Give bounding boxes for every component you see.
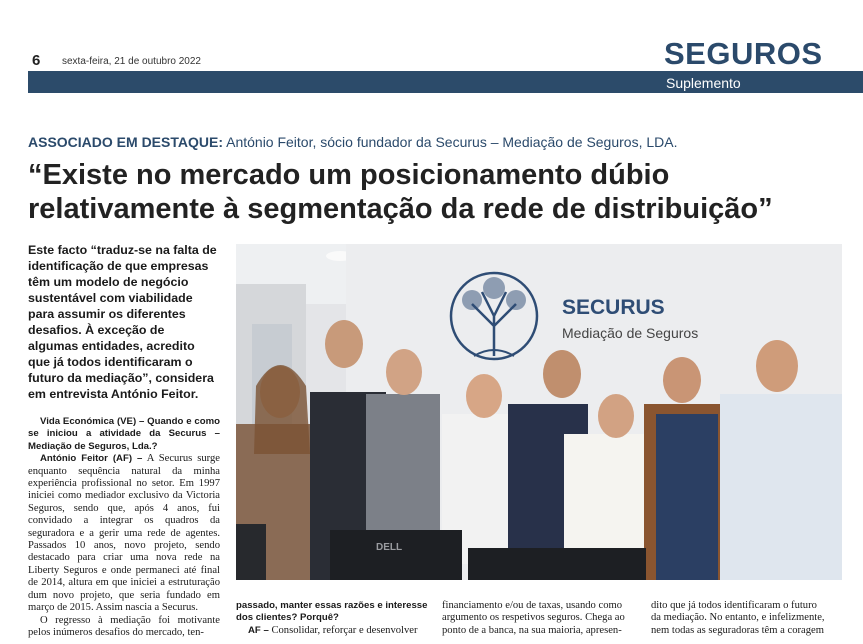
col3-line-3: ponto de a banca, na sua maioria, apresen-: [442, 624, 622, 636]
col2-question-line-1: passado, manter essas razões e interesse: [236, 600, 428, 611]
body-column-2: [236, 600, 436, 637]
col3-line-2: argumento os respetivos seguros. Chega ao: [442, 612, 625, 624]
answer-1: [28, 453, 220, 614]
headline-line-2: relativamente à segmentação da rede de distribuição”: [28, 193, 773, 225]
article-lead: Este facto “traduz-se na falta de identificação de que empresas têm um modelo de negócio sustentável com viabilidade para assumir os diferentes desafios. À exceção de algumas entidades, acredito que já todos identificaram o futuro da mediação”, considera em entrevista António Feitor.: [28, 243, 217, 401]
body-column-3: [442, 600, 642, 637]
col4-line-1: dito que já todos identificaram o futuro: [651, 600, 817, 611]
col2-answer-text: Consolidar, reforçar e desenvolver: [268, 624, 418, 636]
answer-1-text: A Securus surge enquanto sequência natural da minha experiência profissional no setor. Em 1997 iniciei como mediador exclusivo da Victoria Seguros, sendo que, após 4 anos, fui convidado a integrar os quadros da seguradora e a gerir uma rede de agentes. Passados 10 anos, novo projeto, sendo destacado para criar uma nova rede na Liberty Seguros e onde permaneci até final de 2014, altura em que iniciei a estruturação dum novo projeto, que seria fundado em março de 2015. Assim nascia a Securus.: [28, 453, 220, 614]
securus-logo-tagline: Mediação de Seguros: [562, 325, 699, 341]
answer-2: O regresso à mediação foi motivante pelos inúmeros desafios do mercado, ten-: [28, 614, 220, 638]
col2-question-line-2: dos clientes? Porquê?: [236, 612, 339, 624]
page-number: 6: [32, 52, 41, 69]
col2-answer: [236, 625, 436, 637]
col3-line-1: financiamento e/ou de taxas, usando como: [442, 600, 623, 611]
group-photo-illustration: [236, 244, 842, 580]
securus-logo-text: SECURUS: [562, 296, 665, 319]
monitor-brand: DELL: [376, 542, 403, 553]
group-photo: [236, 244, 842, 580]
kicker-label: ASSOCIADO EM DESTAQUE:: [28, 134, 223, 150]
article-kicker: [28, 134, 678, 150]
answer-1-speaker: António Feitor (AF) –: [40, 453, 143, 465]
section-subtitle: Suplemento: [666, 75, 741, 91]
publication-date: sexta-feira, 21 de outubro 2022: [62, 56, 201, 67]
col4-line-3: nem todas as seguradoras têm a coragem: [651, 624, 824, 636]
interview-column: [28, 416, 220, 639]
article-headline: [28, 158, 858, 226]
col2-speaker: AF –: [248, 624, 269, 636]
question-1: Vida Económica (VE) – Quando e como se iniciou a atividade da Securus – Mediação de Seguros, Lda.?: [28, 416, 220, 452]
section-title: SEGUROS: [664, 36, 823, 71]
body-column-4: [651, 600, 861, 637]
col4-line-2: da mediação. No entanto, e infelizmente,: [651, 612, 825, 624]
kicker-text: António Feitor, sócio fundador da Securus – Mediação de Seguros, LDA.: [222, 134, 678, 150]
headline-line-1: “Existe no mercado um posicionamento dúbio: [28, 159, 670, 191]
